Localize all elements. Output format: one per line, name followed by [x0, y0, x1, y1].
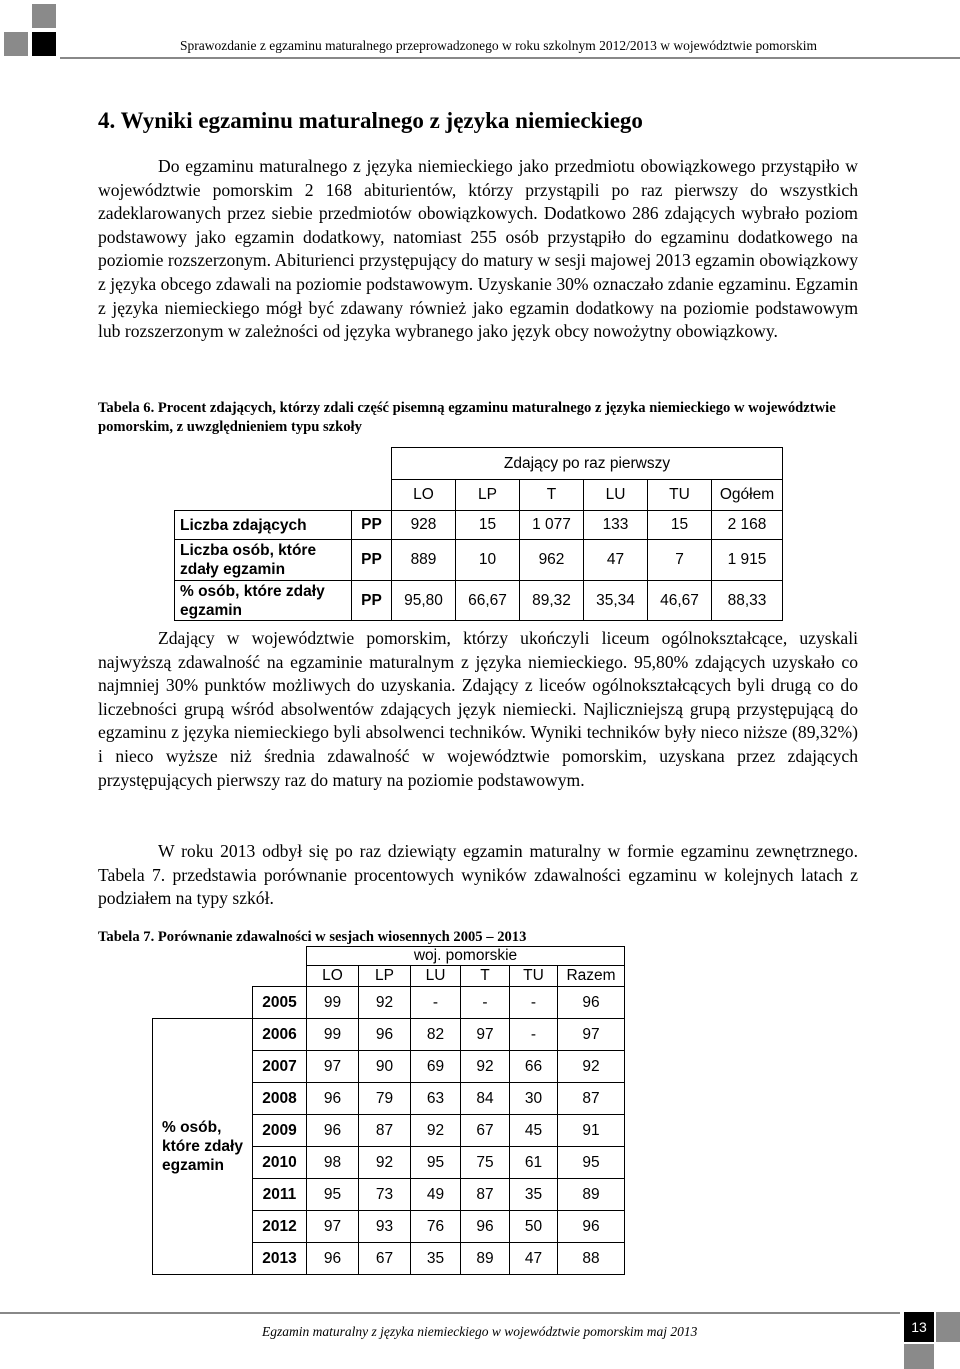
paragraph-1: Do egzaminu maturalnego z języka niemieckiego jako przedmiotu obowiązkowego przystąpiło w województwie pomorskim 2 168 abiturientów, którzy przystąpili po raz pierwszy do wszystkich zadeklarowanych przez siebie przedmiotów obowiązkowych. Dodatkowo 286 zdających wybrało poziom podstawowy jako egzamin dodatkowy, natomiast 255 osób przystąpiło do egzaminu dodatkowego na poziomie rozszerzonym. Abiturienci przystępujący do matury w sesji majowej 2013 egzamin obowiązkowy z języka obcego zdawali na poziomie podstawowym. Uzyskanie 30% oznaczało zdanie egzaminu. Egzamin z języka niemieckiego mógł być zdawany również jako egzamin dodatkowy na poziomie podstawowym lub rozszerzonym w zależności od języka wybranego jako język obcy nowożytny obowiązkowy. [98, 156, 858, 342]
table7-year: 2012 [253, 1211, 307, 1243]
table7-cell: 92 [359, 1147, 411, 1179]
table7-year: 2008 [253, 1083, 307, 1115]
table7-cell: 75 [461, 1147, 510, 1179]
table7-cell: 45 [510, 1115, 558, 1147]
table7-cell: 61 [510, 1147, 558, 1179]
table7-cell: 95 [307, 1179, 359, 1211]
table7-cell: 50 [510, 1211, 558, 1243]
table7-cell: 63 [411, 1083, 461, 1115]
table-row [153, 1019, 625, 1051]
table7-col-header: LO [307, 966, 359, 987]
paragraph-3: W roku 2013 odbył się po raz dziewiąty egzamin maturalny w formie egzaminu zewnętrznego. Tabela 7. przedstawia porównanie procentowych wyników zdawalności egzaminu w kolejnych latach z podziałem na typy szkół. [98, 841, 858, 909]
table7-cell: 87 [558, 1083, 625, 1115]
table7-cell: 96 [359, 1019, 411, 1051]
table-row [175, 540, 783, 581]
table7-cell: 49 [411, 1179, 461, 1211]
table7 [152, 946, 625, 1275]
table7-col-header: Razem [558, 966, 625, 987]
table7-year: 2013 [253, 1243, 307, 1275]
table7-cell: 99 [307, 1019, 359, 1051]
table7-cell: 97 [558, 1019, 625, 1051]
table6-row-label: Liczba zdających [175, 511, 352, 540]
table7-cell: 90 [359, 1051, 411, 1083]
table7-cell: - [461, 987, 510, 1019]
table7-cell: 82 [411, 1019, 461, 1051]
footer-square-gray-right [936, 1312, 960, 1342]
table6-header-row [175, 480, 783, 511]
table7-cell: 92 [461, 1051, 510, 1083]
table6 [174, 447, 783, 621]
table6-col-header: LU [584, 480, 648, 511]
table7-caption-text: Porównanie zdawalności w sesjach wiosennych 2005 – 2013 [154, 929, 527, 945]
table7-caption [98, 928, 878, 947]
table7-cell: 96 [558, 987, 625, 1019]
table7-cell: 93 [359, 1211, 411, 1243]
table6-cell: 962 [520, 540, 584, 581]
table7-cell: 97 [307, 1211, 359, 1243]
logo-squares [4, 4, 56, 56]
table7-cell: 66 [510, 1051, 558, 1083]
table7-header-row [153, 966, 625, 987]
table6-cell: 35,34 [584, 581, 648, 621]
table7-year: 2007 [253, 1051, 307, 1083]
table7-cell: - [510, 1019, 558, 1051]
table6-cell: 889 [392, 540, 456, 581]
table7-cell: 89 [461, 1243, 510, 1275]
table6-caption [98, 399, 878, 437]
table7-cell: 95 [558, 1147, 625, 1179]
table7-cell: 96 [307, 1083, 359, 1115]
table7-cell: 88 [558, 1243, 625, 1275]
table6-caption-text: Procent zdających, którzy zdali część pisemną egzaminu maturalnego z języka niemieckiego w województwie pomorskim, z uwzględnieniem typu szkoły [98, 400, 836, 435]
table6-level: PP [352, 581, 392, 621]
table7-cell: 87 [461, 1179, 510, 1211]
table7-cell: 92 [359, 987, 411, 1019]
table6-group-header: Zdający po raz pierwszy [392, 448, 783, 480]
logo-square-black [32, 32, 56, 56]
table6-col-header: Ogółem [712, 480, 783, 511]
table6-cell: 95,80 [392, 581, 456, 621]
table7-cell: 84 [461, 1083, 510, 1115]
table7-cell: 99 [307, 987, 359, 1019]
table7-cell: 67 [359, 1243, 411, 1275]
table7-cell: 73 [359, 1179, 411, 1211]
table7-side-label: % osób, które zdały egzamin [153, 1019, 253, 1275]
table6-caption-label: Tabela 6. [98, 400, 155, 416]
table6-col-header: T [520, 480, 584, 511]
header-rule [60, 57, 960, 59]
table6-cell: 46,67 [648, 581, 712, 621]
table7-cell: 47 [510, 1243, 558, 1275]
table6-cell: 88,33 [712, 581, 783, 621]
table7-cell: 97 [461, 1019, 510, 1051]
table7-caption-label: Tabela 7. [98, 929, 155, 945]
table7-cell: 30 [510, 1083, 558, 1115]
footer-square-gray-bottom [904, 1344, 934, 1369]
table6-cell: 1 915 [712, 540, 783, 581]
table-row [175, 581, 783, 621]
table6-cell: 47 [584, 540, 648, 581]
table7-year: 2009 [253, 1115, 307, 1147]
table7-cell: 96 [307, 1243, 359, 1275]
table7-year: 2006 [253, 1019, 307, 1051]
table6-cell: 133 [584, 511, 648, 540]
table7-year: 2010 [253, 1147, 307, 1179]
table6-cell: 15 [456, 511, 520, 540]
table6-cell: 10 [456, 540, 520, 581]
table6-cell: 2 168 [712, 511, 783, 540]
table7-col-header: LU [411, 966, 461, 987]
section-title: 4. Wyniki egzaminu maturalnego z języka niemieckiego [98, 108, 643, 133]
table6-row-label: % osób, które zdały egzamin [175, 581, 352, 621]
table7-col-header: T [461, 966, 510, 987]
table6-cell: 15 [648, 511, 712, 540]
table7-cell: 92 [558, 1051, 625, 1083]
table7-year: 2011 [253, 1179, 307, 1211]
table7-cell: - [411, 987, 461, 1019]
table6-cell: 89,32 [520, 581, 584, 621]
table7-col-header: LP [359, 966, 411, 987]
table7-cell: 35 [510, 1179, 558, 1211]
logo-square-gray-top [32, 4, 56, 28]
table-row [153, 987, 625, 1019]
table7-cell: 96 [461, 1211, 510, 1243]
logo-square-gray-left [4, 32, 28, 56]
table7-cell: 98 [307, 1147, 359, 1179]
table7-cell: - [510, 987, 558, 1019]
table6-cell: 66,67 [456, 581, 520, 621]
table7-cell: 87 [359, 1115, 411, 1147]
table6-col-header: LP [456, 480, 520, 511]
table6-cell: 928 [392, 511, 456, 540]
table6-col-header: LO [392, 480, 456, 511]
table7-cell: 79 [359, 1083, 411, 1115]
table6-col-header: TU [648, 480, 712, 511]
table7-cell: 92 [411, 1115, 461, 1147]
table6-level: PP [352, 511, 392, 540]
table7-cell: 67 [461, 1115, 510, 1147]
table7-cell: 96 [307, 1115, 359, 1147]
table7-cell: 35 [411, 1243, 461, 1275]
footer-rule [0, 1312, 900, 1314]
running-header: Sprawozdanie z egzaminu maturalnego przeprowadzonego w roku szkolnym 2012/2013 w województwie pomorskim [180, 38, 817, 53]
table7-col-header: TU [510, 966, 558, 987]
table7-cell: 91 [558, 1115, 625, 1147]
page-number: 13 [904, 1312, 934, 1342]
table7-cell: 96 [558, 1211, 625, 1243]
table7-group-header: woj. pomorskie [307, 947, 625, 966]
table7-cell: 89 [558, 1179, 625, 1211]
table7-cell: 95 [411, 1147, 461, 1179]
table7-cell: 69 [411, 1051, 461, 1083]
table-row [175, 511, 783, 540]
table7-cell: 76 [411, 1211, 461, 1243]
table7-year: 2005 [253, 987, 307, 1019]
table6-level: PP [352, 540, 392, 581]
table6-row-label: Liczba osób, które zdały egzamin [175, 540, 352, 581]
paragraph-2: Zdający w województwie pomorskim, którzy ukończyli liceum ogólnokształcące, uzyskali najwyższą zdawalność na egzaminie maturalnym z języka niemieckiego. 95,80% zdających uzyskało co najmniej 30% punktów możliwych do uzyskania. Zdający z liceów ogólnokształcących byli drugą co do liczebności grupą wśród absolwentów zdających język niemiecki. Najliczniejszą grupą przystępującą do egzaminu z języka niemieckiego byli absolwenci techników. Wyniki techników były nieco niższe (89,32%) i nieco wyższe niż średnia zdawalność w województwie pomorskim, uzyskana przez zdających przystępujących pierwszy raz do matury na poziomie podstawowym. [98, 628, 858, 790]
running-footer: Egzamin maturalny z języka niemieckiego w województwie pomorskim maj 2013 [262, 1324, 698, 1339]
table6-cell: 7 [648, 540, 712, 581]
table7-cell: 97 [307, 1051, 359, 1083]
table6-cell: 1 077 [520, 511, 584, 540]
